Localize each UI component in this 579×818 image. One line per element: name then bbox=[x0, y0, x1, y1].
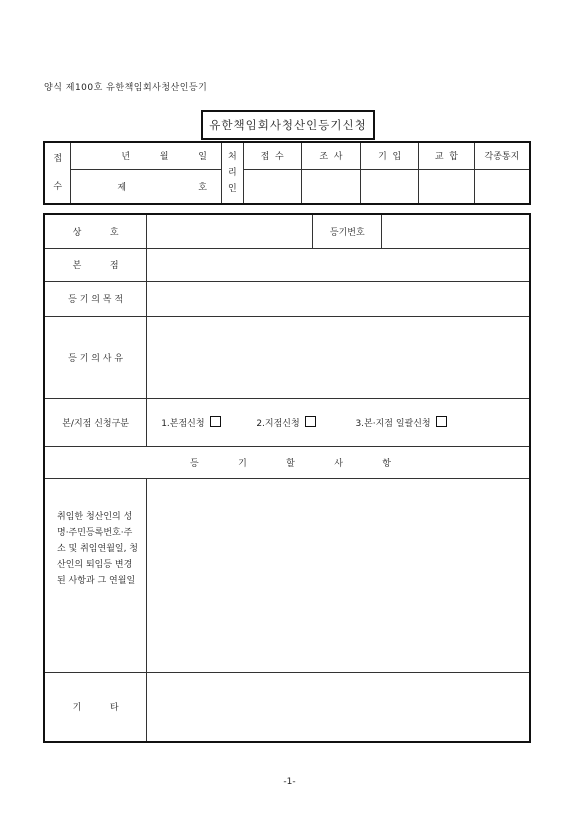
cell-gyohap[interactable] bbox=[419, 169, 475, 204]
matters-header-4: 사 bbox=[334, 458, 343, 469]
label-registration-number: 등기번호 bbox=[313, 214, 382, 248]
label-purpose: 등 기 의 목 적 bbox=[44, 281, 147, 316]
cell-josa[interactable] bbox=[301, 169, 361, 204]
label-sangho: 상 호 bbox=[44, 214, 147, 248]
col-giip: 기 입 bbox=[361, 142, 419, 169]
col-jeopsu: 접 수 bbox=[243, 142, 301, 169]
cell-giip[interactable] bbox=[361, 169, 419, 204]
field-reason[interactable] bbox=[147, 316, 530, 398]
label-branch-type: 본/지점 신청구분 bbox=[44, 398, 147, 446]
label-other: 기 타 bbox=[44, 672, 147, 742]
processing-label-3: 인 bbox=[228, 184, 237, 194]
field-sangho[interactable] bbox=[147, 214, 313, 248]
cell-jeopsu[interactable] bbox=[243, 169, 301, 204]
cell-notices[interactable] bbox=[474, 169, 530, 204]
page-number: -1- bbox=[283, 777, 296, 787]
ho-label: 호 bbox=[198, 182, 207, 193]
processing-label-1: 처 bbox=[228, 152, 237, 162]
label-reason: 등 기 의 사 유 bbox=[44, 316, 147, 398]
col-notices: 각종통지 bbox=[474, 142, 530, 169]
col-josa: 조 사 bbox=[301, 142, 361, 169]
label-bonjeom: 본 점 bbox=[44, 248, 147, 281]
je-label: 제 bbox=[117, 182, 127, 193]
option-branch-office: 2.지점신청 bbox=[256, 418, 300, 429]
receipt-table bbox=[43, 141, 531, 205]
day-label: 일 bbox=[198, 152, 207, 163]
checkbox-main-office[interactable] bbox=[210, 416, 221, 427]
matters-header-1: 등 bbox=[190, 458, 199, 469]
processing-label-2: 리 bbox=[228, 168, 237, 178]
receipt-label-jeop: 접 bbox=[53, 154, 63, 164]
label-liquidator-matters: 취임한 청산인의 성명·주민등록번호·주소 및 취임연월일, 청산인의 퇴임등 변경된 사항과 그 연월일 bbox=[44, 478, 147, 672]
form-number-label: 양식 제100호 유한책임회사청산인등기 bbox=[44, 83, 208, 93]
month-label: 월 bbox=[159, 152, 169, 163]
receipt-label-su: 수 bbox=[53, 182, 63, 192]
matters-header-2: 기 bbox=[238, 458, 247, 469]
matters-header-5: 항 bbox=[382, 458, 391, 469]
option-main-office: 1.본점신청 bbox=[161, 418, 205, 429]
year-label: 년 bbox=[121, 152, 131, 163]
checkbox-branch-office[interactable] bbox=[305, 416, 316, 427]
checkbox-combined[interactable] bbox=[436, 416, 447, 427]
application-table bbox=[43, 213, 531, 743]
field-bonjeom[interactable] bbox=[147, 248, 530, 281]
field-registration-number[interactable] bbox=[382, 214, 530, 248]
form-title: 유한책임회사청산인등기신청 bbox=[201, 110, 375, 140]
field-liquidator-matters[interactable] bbox=[147, 478, 530, 672]
col-gyohap: 교 합 bbox=[419, 142, 475, 169]
matters-header bbox=[44, 446, 530, 478]
field-other[interactable] bbox=[147, 672, 530, 742]
field-purpose[interactable] bbox=[147, 281, 530, 316]
option-combined: 3.본·지점 일괄신청 bbox=[355, 418, 431, 429]
matters-header-3: 할 bbox=[286, 458, 295, 469]
